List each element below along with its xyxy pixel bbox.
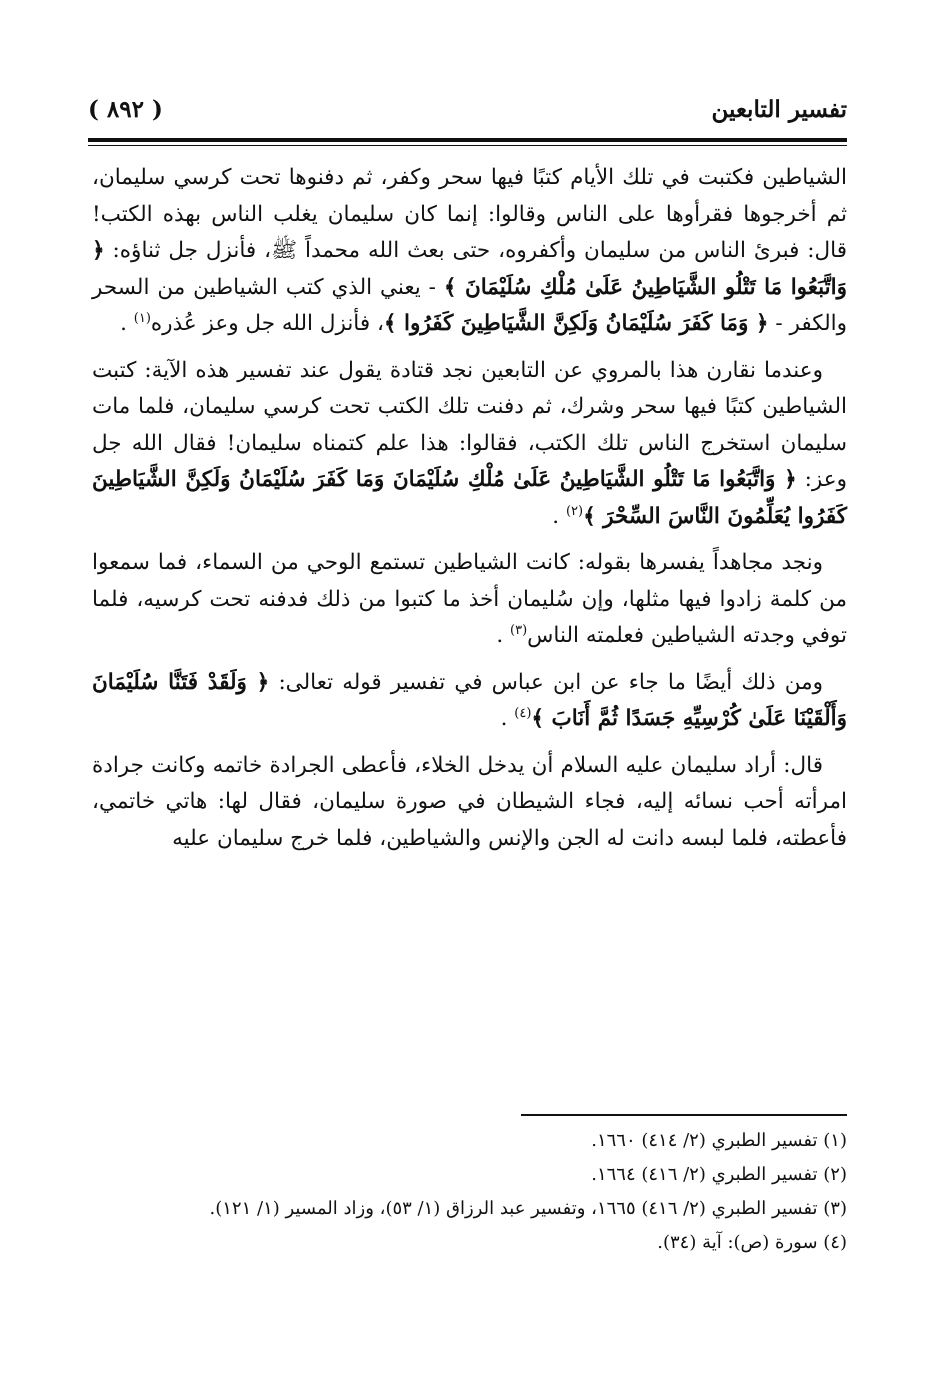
footnotes xyxy=(92,1124,847,1260)
footnote-4: (٤) سورة (ص): آية (٣٤). xyxy=(657,1232,847,1253)
quran-verse-1b: ﴿ وَمَا كَفَرَ سُلَيْمَانُ وَلَكِنَّ الشَّيَاطِينَ كَفَرُوا ﴾ xyxy=(383,311,769,336)
quran-verse-2: ﴿ وَاتَّبَعُوا مَا تَتْلُو الشَّيَاطِينُ عَلَىٰ مُلْكِ سُلَيْمَانَ وَمَا كَفَرَ سُلَيْمَانُ وَلَكِنَّ الشَّيَاطِينَ كَفَرُوا يُعَلِّمُونَ النَّاسَ السِّحْرَ ﴾ xyxy=(92,467,847,529)
paragraph-3-end: . xyxy=(496,623,504,648)
paragraph-3 xyxy=(92,545,847,655)
paragraph-2-end: . xyxy=(552,503,560,529)
footnote-2: (٢) تفسير الطبري (٢/ ٤١٦) ١٦٦٤. xyxy=(591,1164,847,1185)
footnote-3: (٣) تفسير الطبري (٢/ ٤١٦) ١٦٦٥، وتفسير عبد الرزاق (١/ ٥٣)، وزاد المسير (١/ ١٢١). xyxy=(209,1198,847,1219)
header-rule-thin xyxy=(88,145,847,146)
paragraph-2 xyxy=(92,353,847,536)
paragraph-1-text-c: ، فأنزل الله جل وعز عُذره xyxy=(150,311,384,336)
paragraph-3-text: ونجد مجاهداً يفسرها بقوله: كانت الشياطين تستمع الوحي من السماء، فما سمعوا من كلمة زادوا فيها مثلها، وإن سُليمان أخذ ما كتبوا من ذلك فدفنه تحت كرسيه، فلما توفي وجدته الشياطين فعلمته الناس xyxy=(92,550,847,648)
main-text xyxy=(92,160,847,867)
paragraph-1-text-b: - يعني الذي كتب الشياطين من السحر والكفر - xyxy=(92,274,847,336)
quran-verse-1a: ﴿ وَاتَّبَعُوا مَا تَتْلُو الشَّيَاطِينُ عَلَىٰ مُلْكِ سُلَيْمَانَ ﴾ xyxy=(92,238,847,300)
page-header xyxy=(88,96,847,136)
paragraph-2-text: وعندما نقارن هذا بالمروي عن التابعين نجد قتادة يقول عند تفسير هذه الآية: كتبت الشياطين كتبًا فيها سحر وشرك، ثم دفنت تلك الكتب تحت كرسي سليمان، فلما مات سليمان استخرج الناس تلك الكتب، فقالوا: هذا علم كتمناه سليمان! فقال الله جل وعز: xyxy=(92,357,847,492)
paragraph-4-end: . xyxy=(500,706,508,731)
paragraph-1 xyxy=(92,160,847,343)
footnote-ref-1[interactable]: (١) xyxy=(133,310,151,326)
paragraph-1-end: . xyxy=(120,311,127,336)
paragraph-4 xyxy=(92,665,847,738)
footnote-ref-4[interactable]: (٤) xyxy=(514,705,532,721)
paragraph-5-text: قال: أراد سليمان عليه السلام أن يدخل الخلاء، فأعطى الجرادة خاتمه وكانت جرادة امرأته أحب نسائه إليه، فجاء الشيطان في صورة سليمان، فقال لها: هاتي خاتمي، فأعطته، فلما لبسه دانت له الجن والإنس والشياطين، فلما خرج سليمان عليه xyxy=(92,752,847,851)
footnote-ref-3[interactable]: (٣) xyxy=(510,622,528,638)
running-title: تفسير التابعين xyxy=(711,96,847,123)
footnote-1: (١) تفسير الطبري (٢/ ٤١٤) ١٦٦٠. xyxy=(591,1130,847,1151)
footnote-ref-2[interactable]: (٢) xyxy=(565,503,584,519)
quran-verse-4: ﴿ وَلَقَدْ فَتَنَّا سُلَيْمَانَ وَأَلْقَيْنَا عَلَىٰ كُرْسِيِّهِ جَسَدًا ثُمَّ أَنَابَ ﴾ xyxy=(92,669,847,731)
footnote-divider xyxy=(521,1114,847,1116)
header-rule-thick xyxy=(88,138,847,142)
paragraph-1-text-a: الشياطين فكتبت في تلك الأيام كتبًا فيها سحر وكفر، ثم دفنوها تحت كرسي سليمان، ثم أخرجوها فقرأوها على الناس وقالوا: إنما كان سليمان يغلب الناس بهذه الكتب! قال: فبرئ الناس من سليمان وأكفروه، حتى بعث الله محمداً ﷺ، فأنزل جل ثناؤه: xyxy=(92,165,847,263)
page-number: ( ٨٩٢ ) xyxy=(88,96,163,123)
paragraph-5 xyxy=(92,748,847,858)
paragraph-4-text: ومن ذلك أيضًا ما جاء عن ابن عباس في تفسير قوله تعالى: xyxy=(278,669,824,695)
